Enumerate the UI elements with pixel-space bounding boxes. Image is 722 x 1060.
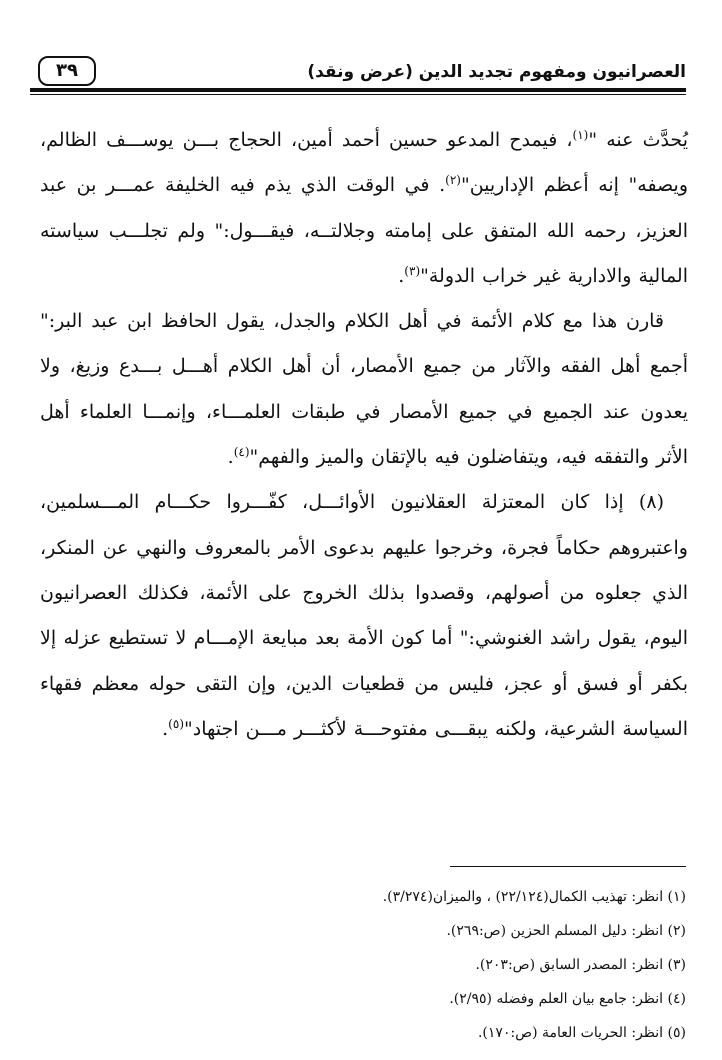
footnote-item: (٢) انظر: دليل المسلم الحزين (ص:٢٦٩).	[446, 923, 686, 939]
footnote-item: (١) انظر: تهذيب الكمال(٢٢/١٢٤) ، والميزان(٣/٢٧٤).	[382, 889, 686, 905]
line-text: البر:" أجمع أهل الفقه والآثار من جميع الأمصار، أن أهل الكلام أهـــل بـــدع	[40, 310, 689, 378]
footnote-separator	[450, 866, 686, 867]
line-text: واعتبروهم حكاماً فجرة، وخرجوا عليهم بدعوى الأمر بالمعروف والنهي عن	[102, 536, 688, 559]
line-text: الظالم، ويصفه" إنه أعظم الإداريين"	[40, 129, 688, 197]
line-text: يُحدَّث عنه "	[588, 129, 688, 151]
text-line	[103, 537, 688, 559]
footnote-ref[interactable]: (١)	[572, 128, 589, 142]
footnote-ref[interactable]: (٥)	[168, 716, 184, 731]
line-text: العلماء أهل الأثر والتفقه فيه، ويتفاضلون فيه بالإتقان والميز والفهم"	[40, 400, 688, 469]
line-text: اجتهاد"	[184, 717, 239, 740]
line-text: تستطيع عزله إلا بكفر أو فسق أو عجز، فليس من قطعيات الدين، وإن التقى	[40, 627, 688, 695]
paragraph	[40, 299, 688, 480]
line-tail: .	[227, 446, 234, 469]
text-line	[40, 491, 664, 513]
page-header	[30, 52, 686, 92]
footnote-item: (٥) انظر: الحريات العامة (ص:١٧٠).	[477, 1025, 686, 1041]
line-text: وزيغ، ولا يعدون عند الجميع في جميع الأمصار في طبقات العلمـــاء، وإنمـــا	[40, 355, 688, 423]
running-title: العصرانيون ومفهوم تجديد الدين (عرض ونقد)	[307, 62, 686, 82]
line-text: قارن هذا مع كلام الأئمة في أهل الكلام والجدل، يقول الحافظ ابن عبد	[91, 310, 664, 333]
footnotes-list	[40, 880, 686, 1050]
line-text: حوله معظم فقهاء السياسة الشرعية، ولكنه يبقـــى مفتوحـــة لأكثـــر مـــن	[40, 672, 688, 740]
main-text	[40, 118, 688, 752]
paragraph	[40, 480, 688, 752]
paragraph	[40, 118, 688, 299]
line-tail: ، فيمدح المدعو حسين أحمد أمين، الحجاج بـــن يوســـف	[106, 129, 573, 151]
line-tail: .	[162, 717, 169, 740]
line-text: المنكر، الذي جعلوه من أصولهم، وقصدوا بذلك الخروج على الأئمة، فكذلك	[40, 536, 688, 604]
footnote-ref[interactable]: (٤)	[233, 445, 250, 460]
header-rule	[30, 88, 686, 95]
line-text: (٨) إذا كان المعتزلة العقلانيون الأوائـــل، كفّـــروا حكـــام المـــسلمين،	[40, 491, 664, 514]
line-tail: . في الوقت الذي يذم فيه الخليفة عمـــر	[105, 174, 446, 197]
line-text: العصرانيون اليوم، يقول راشد الغنوشي:" أما كون الأمة بعد مبايعة الإمـــام لا	[40, 581, 688, 650]
footnote-ref[interactable]: (٣)	[404, 263, 421, 278]
footnote-item: (٤) انظر: جامع بيان العلم وفضله (٢/٩٥).	[449, 991, 686, 1007]
text-line	[106, 129, 688, 151]
footnote-ref[interactable]: (٢)	[445, 173, 461, 188]
text-line	[91, 310, 664, 332]
footnote-item: (٣) انظر: المصدر السابق (ص:٢٠٣).	[475, 957, 686, 973]
line-text: سياسته المالية والادارية غير خراب الدولة"	[40, 219, 688, 287]
page-number-badge: ٣٩	[38, 56, 96, 86]
text-line	[162, 718, 238, 740]
line-text: بن عبد العزيز، رحمه الله المتفق على إمامته وجلالتــه، فيقـــول:" ولم تجلـــب	[40, 174, 688, 242]
line-tail: .	[398, 264, 405, 287]
